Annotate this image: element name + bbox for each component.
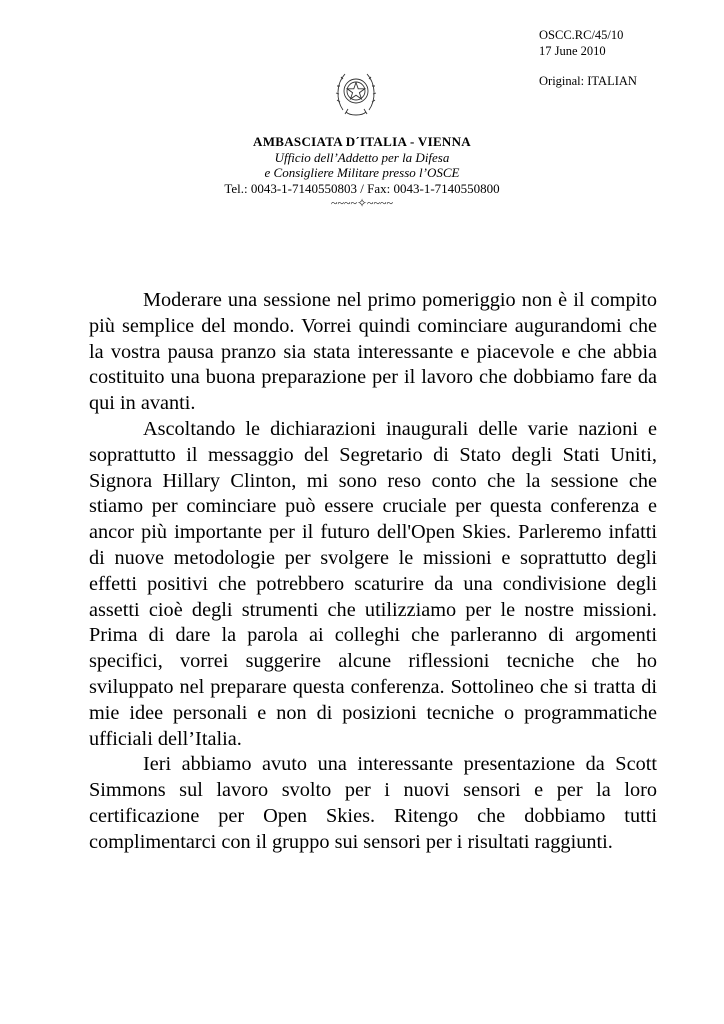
document-reference-block <box>539 28 637 90</box>
original-language: Original: ITALIAN <box>539 74 637 88</box>
speech-body <box>89 288 657 856</box>
italian-republic-emblem-icon <box>334 66 378 120</box>
paragraph-3: Ieri abbiamo avuto una interessante presentazione da Scott Simmons sul lavoro svolto per i nuovi sensori e per la loro certificazione per Open Skies. Ritengo che dobbiamo tutti complimentarci con il gruppo sui sensori per i risultati raggiunti. <box>89 753 657 853</box>
paragraph-1: Moderare una sessione nel primo pomeriggio non è il compito più semplice del mondo. Vorrei quindi cominciare augurandomi che la vostra pausa pranzo sia stata interessante e piacevole e che abbia costituito una buona preparazione per il lavoro che dobbiamo fare da qui in avanti. <box>89 289 657 415</box>
document-date: 17 June 2010 <box>539 43 606 58</box>
contact-numbers: Tel.: 0043-1-7140550803 / Fax: 0043-1-7140550800 <box>224 180 500 196</box>
office-line-2: e Consigliere Militare presso l’OSCE <box>264 165 460 180</box>
office-line-1: Ufficio dell’Addetto per la Difesa <box>274 149 450 165</box>
document-code: OSCC.RC/45/10 <box>539 28 624 42</box>
embassy-name: AMBASCIATA D´ITALIA - VIENNA <box>253 134 471 149</box>
ornament-divider: ~~~~✧~~~~ <box>331 196 393 210</box>
letterhead <box>150 134 574 212</box>
paragraph-2: Ascoltando le dichiarazioni inaugurali delle varie nazioni e soprattutto il messaggio del Segretario di Stato degli Stati Uniti, Signora Hillary Clinton, mi sono reso conto che la sessione che stiamo per cominciare può essere cruciale per questa conferenza e ancor più importante per il futuro dell'Open Skies. Parleremo infatti di nuove metodologie per svolgere le missioni e soprattutto degli effetti positivi che potrebbero scaturire da una condivisione degli assetti cioè degli strumenti che utilizziamo per le nostre missioni. Prima di dare la parola ai colleghi che parleranno di argomenti specifici, vorrei suggerire alcune riflessioni tecniche che ho sviluppato nel preparare questa conferenza. Sottolineo che si tratta di mie idee personali e non di posizioni tecniche o programmatiche ufficiali dell’Italia. <box>89 417 657 750</box>
